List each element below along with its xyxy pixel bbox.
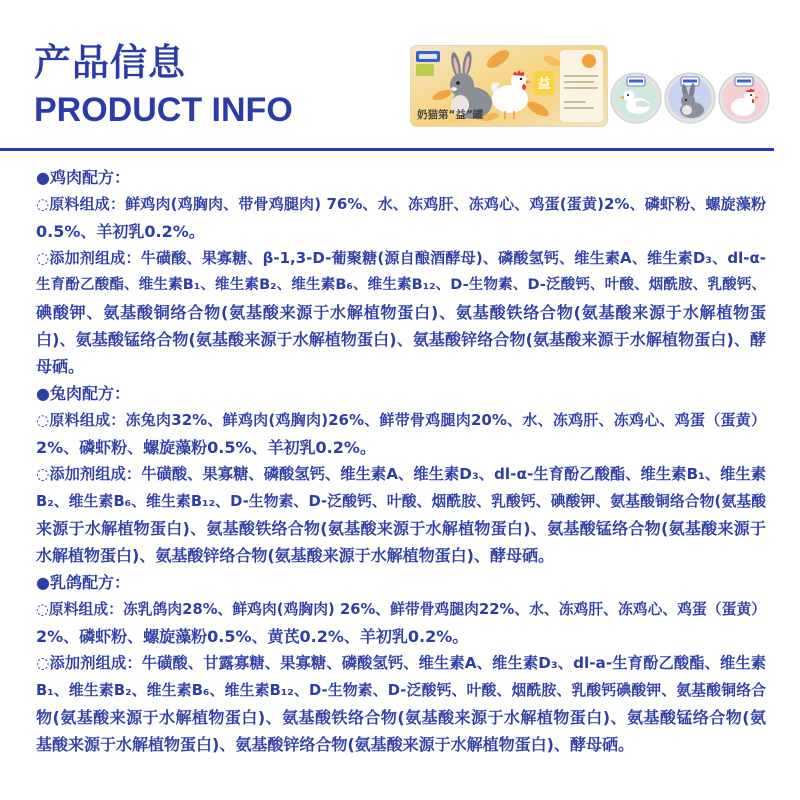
additives-line: B₁、维生素B₂、维生素B₆、维生素B₁₂、D-生物素、D-泛酸钙、叶酸、烟酰胺、乳酸钙碘酸钾、氨基酸铜络合	[36, 682, 766, 699]
section-chicken-formula	[36, 164, 766, 380]
additives-line: 水解植物蛋白)、氨基酸锌络合物(氨基酸来源于水解植物蛋白)、酵母硒。	[36, 546, 554, 565]
additives-line: 物(氨基酸来源于水解植物蛋白)、氨基酸铁络合物(氨基酸来源于水解植物蛋白)、氨基酸锰络合物(氨	[36, 708, 766, 727]
additives-line: 来源于水解植物蛋白)、氨基酸铁络合物(氨基酸来源于水解植物蛋白)、氨基酸锰络合物(氨基酸来源于	[36, 519, 766, 538]
formula-list	[36, 164, 766, 758]
additives-line: B₂、维生素B₆、维生素B₁₂、D-生物素、D-泛酸钙、叶酸、烟酰胺、乳酸钙、碘酸钾、氨基酸铜络合物(氨基酸	[36, 493, 766, 510]
section-heading: ●鸡肉配方：	[36, 168, 130, 187]
rabbit-can-image	[664, 68, 716, 124]
ingredients-line: 0.5%、羊初乳0.2%。	[36, 222, 205, 241]
section-heading: ●乳鸽配方：	[36, 573, 130, 592]
additives-line: ◌添加剂组成：牛磺酸、甘露寡糖、果寡糖、磷酸氢钙、维生素A、维生素D₃、dl-a-生育酚乙酸酯、维生素	[36, 654, 766, 672]
section-pigeon-formula	[36, 569, 766, 758]
pigeon-can-image	[610, 68, 662, 124]
page-title-chinese: 产品信息	[34, 41, 186, 84]
additives-line: 白)、氨基酸锰络合物(氨基酸来源于水解植物蛋白)、氨基酸锌络合物(氨基酸来源于水解植物蛋白)、酵	[36, 330, 766, 349]
additives-line: 碘酸钾、氨基酸铜络合物(氨基酸来源于水解植物蛋白)、氨基酸铁络合物(氨基酸来源于水解植物蛋	[36, 303, 766, 322]
additives-line: 生育酚乙酸酯、维生素B₁、维生素B₂、维生素B₆、维生素B₁₂、D-生物素、D-泛酸钙、叶酸、烟酰胺、乳酸钙、	[36, 277, 766, 293]
additives-line: ◌添加剂组成：牛磺酸、果寡糖、β-1,3-D-葡聚糖(源自酿酒酵母)、磷酸氢钙、维生素A、维生素D₃、dl-α-	[36, 249, 766, 267]
ingredients-line: 2%、磷虾粉、螺旋藻粉0.5%、羊初乳0.2%。	[36, 438, 376, 457]
header-divider	[0, 148, 774, 151]
ingredients-line: ◌原料组成：鲜鸡肉(鸡胸肉、带骨鸡腿肉) 76%、水、冻鸡肝、冻鸡心、鸡蛋(蛋黄)2%、磷虾粉、螺旋藻粉	[36, 195, 766, 213]
section-rabbit-formula	[36, 380, 766, 569]
product-tray-image	[410, 45, 608, 127]
additives-line: 基酸来源于水解植物蛋白)、氨基酸锌络合物(氨基酸来源于水解植物蛋白)、酵母硒。	[36, 735, 634, 754]
additives-line: ◌添加剂组成：牛磺酸、果寡糖、磷酸氢钙、维生素A、维生素D₃、dl-α-生育酚乙酸酯、维生素B₁、维生素	[36, 465, 766, 483]
page-title-english: PRODUCT INFO	[34, 91, 293, 129]
section-heading: ●兔肉配方：	[36, 384, 130, 403]
tray-label-text: 奶猫第“益”罐	[417, 109, 484, 121]
info-panel	[560, 50, 603, 122]
ingredients-line: 2%、磷虾粉、螺旋藻粉0.5%、黄芪0.2%、羊初乳0.2%。	[36, 627, 469, 646]
ingredients-line: ◌原料组成：冻兔肉32%、鲜鸡肉(鸡胸肉)26%、鲜带骨鸡腿肉20%、水、冻鸡肝、冻鸡心、鸡蛋（蛋黄）	[36, 411, 766, 429]
chicken-can-image	[718, 68, 770, 124]
ingredients-line: ◌原料组成：冻乳鸽肉28%、鲜鸡肉(鸡胸肉) 26%、鲜带骨鸡腿肉22%、水、冻鸡肝、冻鸡心、鸡蛋（蛋黄）	[36, 601, 766, 618]
additives-line: 母硒。	[36, 357, 85, 376]
tray-badge-text: 益	[537, 77, 551, 92]
